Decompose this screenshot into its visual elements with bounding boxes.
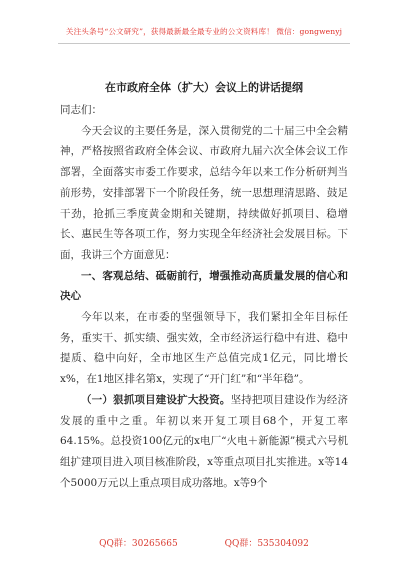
intro-paragraph: 今天会议的主要任务是，深入贯彻党的二十届三中全会精神，严格按照省政府全体会议、市政府九届六次全体会议工作部署，全面落实市委工作要求，总结今年以来工作分析研判当前形势，安排部署下一个阶段任务，统一思想理清思路、鼓足干劲，抢抓三季度黄金期和关键期，持续做好抓项目、稳增长、惠民生等各项工作，努力实现全年经济社会发展目标。下面，我讲三个方面意见：	[60, 124, 348, 261]
section-1-heading: 一、客观总结、砥砺前行，增强推动高质量发展的信心和决心	[60, 269, 348, 303]
section-1-paragraph: 今年以来，在市委的坚强领导下，我们紧扣全年目标任务，重实干、抓实绩、强实效，全市经济运行稳中有进、稳中提质、稳中向好，全市地区生产总值完成1亿元，同比增长x%，在1地区排名第x，实现了“开门红”和“半年稳”。	[60, 311, 348, 386]
qq-group-1: QQ群：30265665	[99, 539, 178, 549]
subsection-1-paragraph	[60, 390, 348, 494]
qq-group-2: QQ群：535304092	[224, 539, 309, 549]
subsection-1-text: 坚持把项目建设作为经济发展的重中之重。年初以来开复工项目68个，开复工率64.15%。总投资100亿元的x电厂“火电＋新能源”模式六号机组扩建项目进入项目核准阶段，x等重点项目扎实推进。x等14个5000万元以上重点项目成功落地。x等9个	[60, 393, 348, 489]
document-body	[60, 100, 348, 493]
salutation: 同志们：	[60, 104, 102, 116]
footer-contact	[0, 536, 408, 549]
promo-banner: 关注头条号“公文研究”，获得最新最全最专业的公文资料库！ 微信：gongwenyj	[65, 27, 343, 36]
document-title: 在市政府全体（扩大）会议上的讲话提纲	[105, 81, 303, 94]
subsection-1-lead: （一）狠抓项目建设扩大投资。	[81, 393, 231, 406]
header-divider	[58, 43, 350, 44]
